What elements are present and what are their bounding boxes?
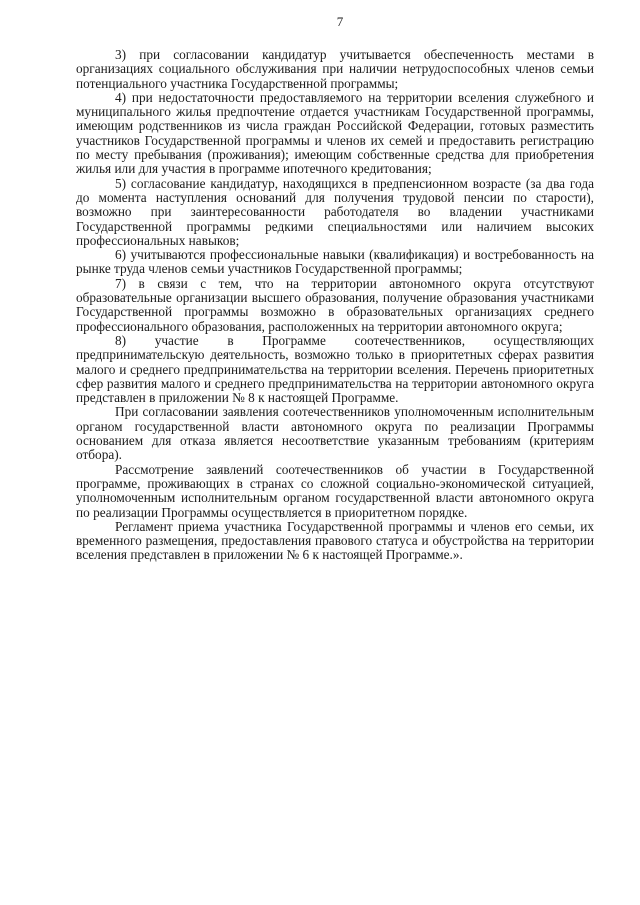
paragraph-priority-review: Рассмотрение заявлений соотечественников об участии в Государственной программе, проживающих в странах со сложной социально-экономической ситуацией, уполномоченным исполнительным органом государственной власти автономного округа по реализации Программы осуществляется в приоритетном порядке. <box>76 461 594 520</box>
document-body <box>76 48 594 563</box>
paragraph-item-6: 6) учитываются профессиональные навыки (квалификация) и востребованность на рынке труда членов семьи участников Государственной программы; <box>76 247 594 277</box>
page-number: 7 <box>336 14 344 29</box>
paragraph-item-5: 5) согласование кандидатур, находящихся в предпенсионном возрасте (за два года до момента наступления оснований для получения трудовой пенсии по старости), возможно при заинтересованности работодателя во владении участниками Государственной программы редкими специальностями или наличием высоких профессиональных навыков; <box>76 175 594 248</box>
paragraph-item-3: 3) при согласовании кандидатур учитывается обеспеченность местами в организациях социального обслуживания при наличии нетрудоспособных членов семьи потенциального участника Государственной программы; <box>76 47 594 91</box>
paragraph-item-8: 8) участие в Программе соотечественников, осуществляющих предпринимательскую деятельность, возможно только в приоритетных сферах развития малого и среднего предпринимательства на территории вселения. Перечень приоритетных сфер развития малого и среднего предпринимательства на территории автономного округа представлен в приложении № 8 к настоящей Программе. <box>76 332 594 406</box>
paragraph-item-4: 4) при недостаточности предоставляемого на территории вселения служебного и муниципального жилья предпочтение отдается участникам Государственной программы, имеющим родственников из числа граждан Российской Федерации, готовых разместить участников Государственной программы и членов их семей и предоставить регистрацию по месту пребывания (проживания); имеющим собственные средства для приобретения жилья или для участия в программе ипотечного кредитования; <box>76 89 594 177</box>
paragraph-reception-regulation: Регламент приема участника Государственной программы и членов его семьи, их временного размещения, предоставления правового статуса и обустройства на территории вселения представлен в приложении № 6 к настоящей Программе.». <box>76 518 594 563</box>
paragraph-refusal-grounds: При согласовании заявления соотечественников уполномоченным исполнительным органом государственной власти автономного округа по реализации Программы основанием для отказа является несоответствие указанным требованиям (критериям отбора). <box>76 404 594 463</box>
paragraph-item-7: 7) в связи с тем, что на территории автономного округа отсутствуют образовательные организации высшего образования, получение образования участниками Государственной программы возможно в образовательных организациях среднего профессионального образования, расположенных на территории автономного округа; <box>76 275 594 334</box>
